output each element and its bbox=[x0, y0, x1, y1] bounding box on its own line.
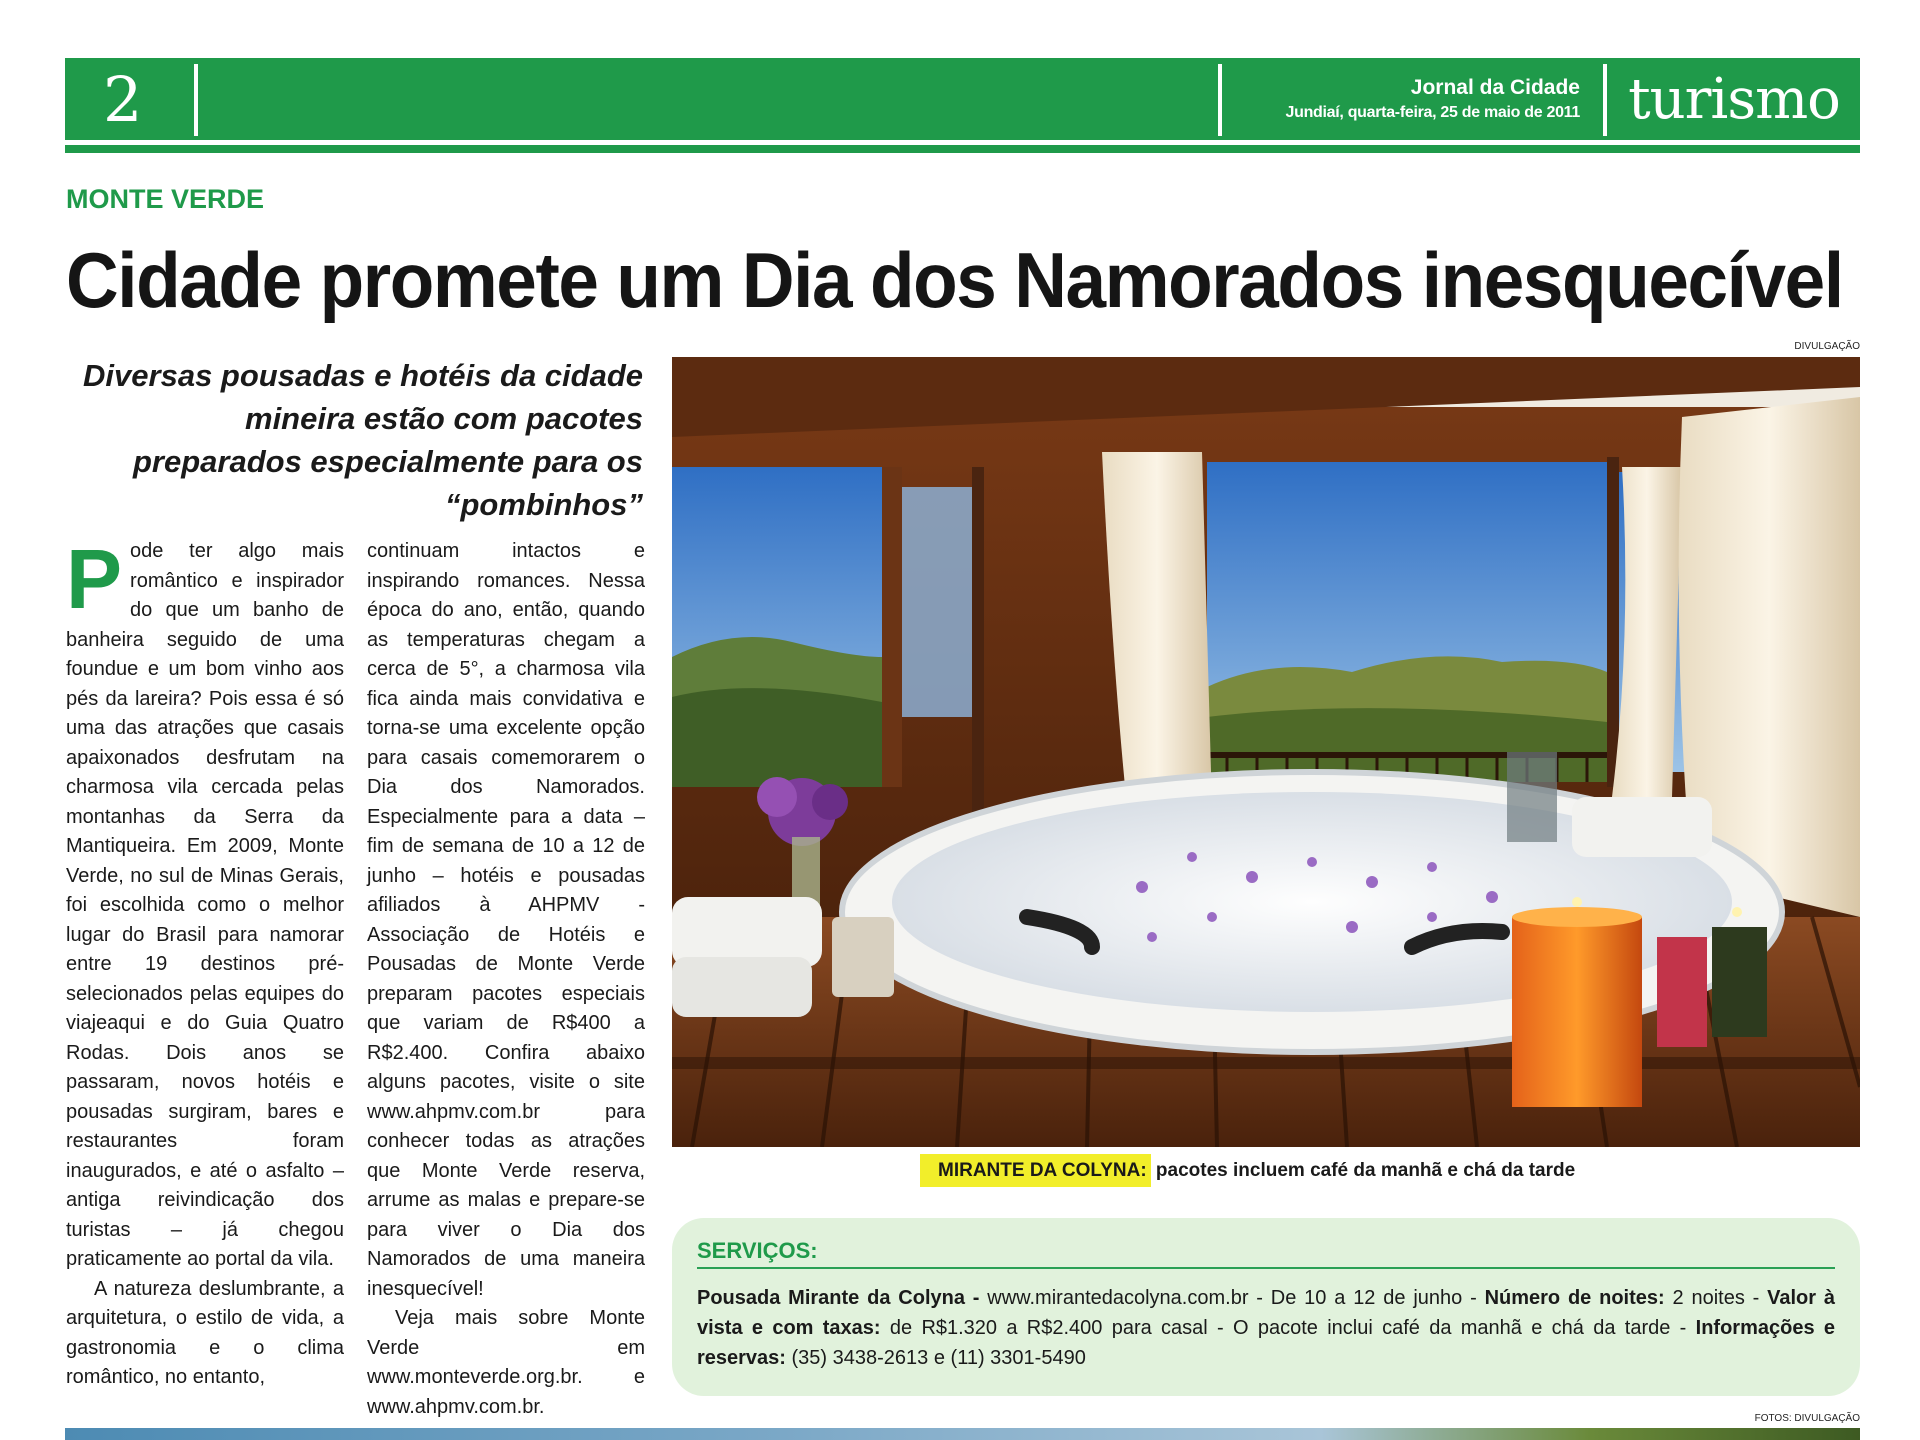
info-label: Informações e reservas: bbox=[697, 1317, 1835, 1369]
next-article-photo-strip bbox=[65, 1428, 1860, 1440]
paragraph bbox=[66, 532, 344, 1275]
drop-cap: P bbox=[66, 532, 123, 626]
article-column-1 bbox=[66, 532, 344, 1393]
header-divider bbox=[1603, 64, 1607, 136]
services-segment: (35) 3438-2613 e (11) 3301-5490 bbox=[785, 1347, 1086, 1369]
services-title: SERVIÇOS: bbox=[697, 1238, 818, 1263]
photos-credit: FOTOS: DIVULGAÇÃO bbox=[1754, 1413, 1860, 1424]
header-divider bbox=[1218, 64, 1222, 136]
caption-text: pacotes incluem café da manhã e chá da tarde bbox=[1150, 1160, 1576, 1181]
services-text bbox=[697, 1283, 1835, 1373]
photo-caption bbox=[920, 1156, 1860, 1186]
section-name: turismo bbox=[1628, 67, 1840, 132]
paper-name: Jornal da Cidade bbox=[1410, 76, 1580, 99]
page-number: 2 bbox=[103, 63, 143, 136]
services-segment: 2 noites - bbox=[1664, 1287, 1768, 1309]
caption-highlight: MIRANTE DA COLYNA: bbox=[920, 1154, 1151, 1187]
paragraph: continuam intactos e inspirando romances. Nessa época do ano, então, quando as temperaturas chegam a cerca de 5°, a charmosa vila fica ainda mais convidativa e torna-se uma excelente opção para casais comemorarem o Dia dos Namorados. Especialmente para a data – fim de semana de 10 a 12 de junho – hotéis e pousadas afiliados à AHPMV - Associação de Hotéis e Pousadas de Monte Verde preparam pacotes especiais que variam de R$400 a R$2.400. Confira abaixo alguns pacotes, visite o site www.ahpmv.com.br para conhecer todas as atrações que Monte Verde reserva, arrume as malas e prepare-se para viver o Dia dos Namorados de uma maneira inesquecível! bbox=[367, 540, 645, 1300]
paper-date: Jundiaí, quarta-feira, 25 de maio de 2011 bbox=[1285, 104, 1580, 121]
hotel-name: Pousada Mirante da Colyna - bbox=[697, 1287, 980, 1309]
services-segment: de R$1.320 a R$2.400 para casal - O pacote inclui café da manhã e chá da tarde - bbox=[880, 1317, 1696, 1339]
header-divider bbox=[194, 64, 198, 136]
hot-tub-photo-illustration bbox=[672, 357, 1860, 1147]
header-band bbox=[65, 58, 1860, 140]
article-photo bbox=[672, 357, 1860, 1147]
article-kicker: MONTE VERDE bbox=[66, 184, 265, 214]
price-label: Valor à vista e com taxas: bbox=[697, 1287, 1836, 1339]
article-headline: Cidade promete um Dia dos Namorados inesquecível bbox=[66, 236, 1843, 324]
photo-credit: DIVULGAÇÃO bbox=[1794, 341, 1860, 352]
article-column-2 bbox=[367, 537, 645, 1422]
paragraph: A natureza deslumbrante, a arquitetura, o estilo de vida, a gastronomia e o clima romântico, no entanto, bbox=[66, 1277, 344, 1388]
article-subtitle: Diversas pousadas e hotéis da cidade mineira estão com pacotes preparados especialmente para os “pombinhos” bbox=[83, 358, 643, 522]
paragraph-text: ode ter algo mais romântico e inspirador do que um banho de banheira seguido de uma foundue e um bom vinho aos pés da lareira? Pois essa é só uma das atrações que casais apaixonados desfrutam na charmosa vila cercada pelas montanhas da Serra da Mantiqueira. Em 2009, Monte Verde, no sul de Minas Gerais, foi escolhida como o melhor lugar do Brasil para namorar entre 19 destinos pré-selecionados pelas equipes do viajeaqui e do Guia Quatro Rodas. Dois anos se passaram, novos hotéis e pousadas surgiram, bares e restaurantes foram inaugurados, e até o asfalto – antiga reivindicação dos turistas – já chegou praticamente ao portal da vila. bbox=[66, 540, 344, 1270]
nights-label: Número de noites: bbox=[1484, 1287, 1665, 1309]
paragraph: Veja mais sobre Monte Verde em www.monteverde.org.br. e www.ahpmv.com.br. bbox=[367, 1307, 645, 1418]
services-segment: www.mirantedacolyna.com.br - De 10 a 12 de junho - bbox=[979, 1287, 1485, 1309]
header-rule bbox=[65, 145, 1860, 153]
services-rule bbox=[697, 1267, 1835, 1269]
